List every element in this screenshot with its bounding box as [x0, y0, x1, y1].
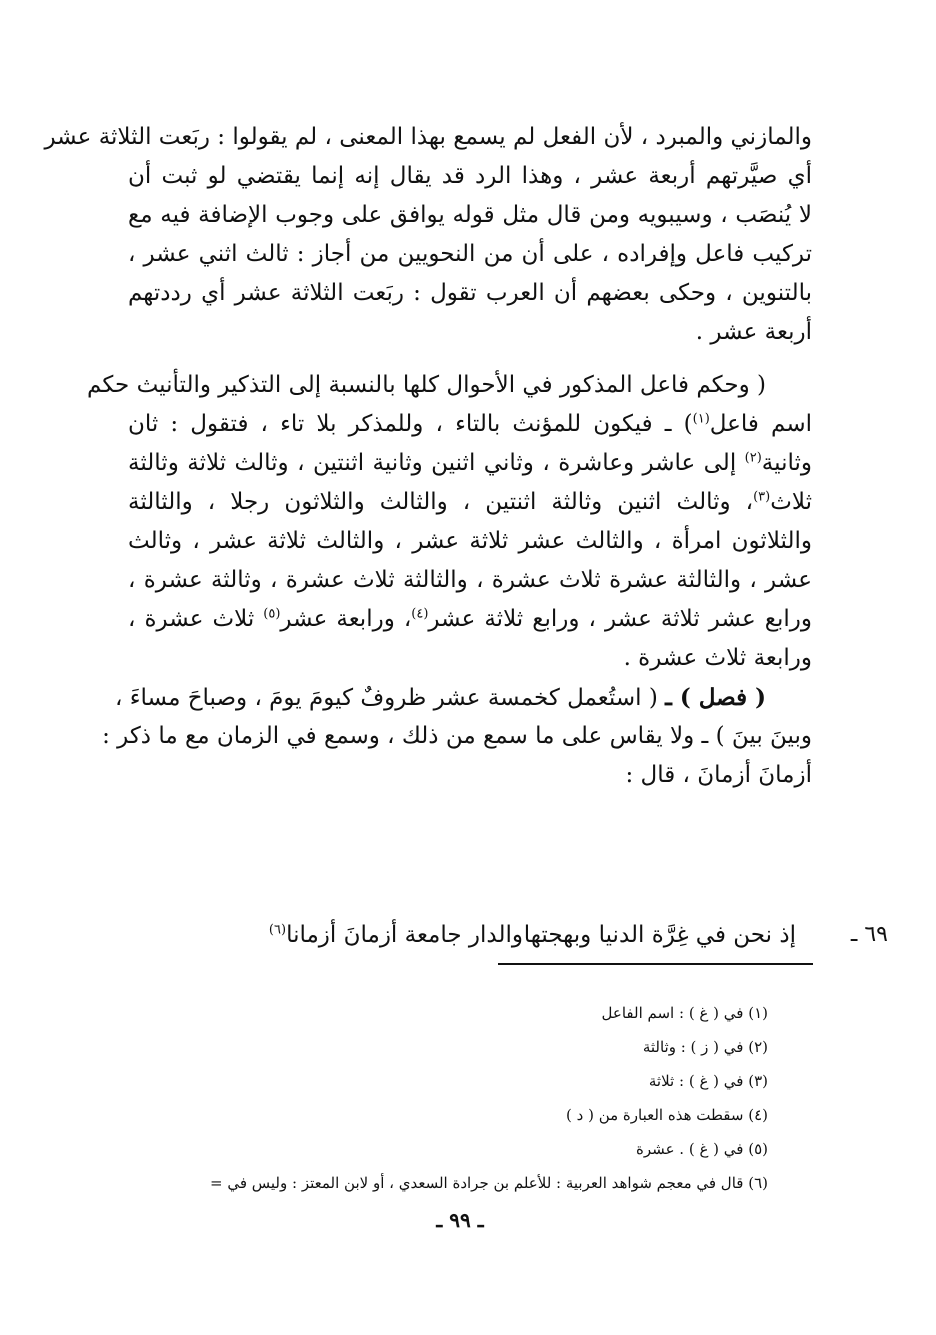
text-line: أزمانَ أزمانَ ، قال :	[625, 762, 812, 788]
text-run: ثلاث	[770, 489, 812, 515]
text-line: تركيب فاعل وإفراده ، على أن من النحويين من أجاز : ثالث اثني عشر ،	[128, 241, 812, 267]
footnotes	[100, 996, 768, 1200]
footnote-ref[interactable]: (٦)	[268, 922, 287, 938]
text-line: والمازني والمبرد ، لأن الفعل لم يسمع بهذا المعنى ، لم يقولوا : ربَعت الثلاثة عشر	[44, 124, 812, 150]
text-line	[128, 444, 812, 483]
footnote-ref[interactable]: (٤)	[411, 606, 429, 622]
text-line: أي صيَّرتهم أربعة عشر ، وهذا الرد قد يقال إنه إنما يقتضي لو ثبت أن	[128, 163, 812, 189]
footnote-ref[interactable]: (٥)	[263, 606, 281, 622]
text-line	[115, 678, 812, 717]
footnote-ref[interactable]: (٣)	[753, 489, 771, 505]
footnote-item: (١) في ( غ ) : اسم الفاعل	[601, 1004, 768, 1022]
text-run: إلى عاشر وعاشرة ، وثاني اثنين وثانية اثنتين ، وثالث ثلاثة وثالثة	[128, 450, 745, 476]
text-run: ثلاث عشرة ،	[128, 606, 264, 632]
text-line: والثلاثون امرأة ، والثالث عشر ثلاثة عشر ، والثالث ثلاثة عشر ، وثالث	[128, 528, 812, 554]
footnote-ref[interactable]: (٢)	[744, 450, 762, 466]
text-run: والدار جامعة أزمانَ أزمانا	[286, 922, 523, 948]
first-hemistich: إذ نحن في غِرَّة الدنيا وبهجتها	[523, 922, 796, 948]
text-run: ، ورابعة عشر	[280, 606, 412, 632]
text-line: ورابعة ثلاث عشرة .	[623, 645, 812, 671]
text-line: بالتنوين ، وحكى بعضهم أن العرب تقول : ربَعت الثلاثة عشر أي رددتهم	[128, 280, 812, 306]
footnote-ref[interactable]: (١)	[692, 411, 710, 427]
main-text	[44, 118, 812, 795]
footnote-item: (٦) قال في معجم شواهد العربية : للأعلم بن جرادة السعدي ، أو لابن المعتز : وليس في =	[209, 1174, 768, 1192]
paragraph-gap	[128, 352, 812, 366]
text-run: اسم فاعل	[709, 411, 812, 437]
footnote-item: (٥) في ( غ ) . عشرة	[636, 1140, 768, 1158]
second-hemistich	[269, 922, 523, 948]
text-line: عشر ، والثالثة عشرة ثلاث عشرة ، والثالثة ثلاث عشرة ، وثالثة عشرة ،	[128, 567, 812, 593]
text-line	[128, 405, 812, 444]
text-line	[128, 600, 812, 639]
footnote-separator	[498, 963, 813, 965]
text-run: وثانية	[761, 450, 812, 476]
page-number: ـ ٩٩ ـ	[436, 1208, 484, 1232]
section-heading: ( فصل ) ـ	[665, 684, 766, 711]
text-run: ورابع عشر ثلاثة عشر ، ورابع ثلاثة عشر	[428, 606, 812, 632]
footnote-item: (٤) سقطت هذه العبارة من ( د )	[566, 1106, 768, 1124]
text-line	[128, 483, 812, 522]
text-run: ( استُعمل كخمسة عشر ظروفٌ كيومَ يومَ ، وصباحَ مساءَ ،	[115, 685, 666, 711]
text-run: ) ـ فيكون للمؤنث بالتاء ، وللمذكر بلا تاء ، فتقول : ثان	[128, 411, 693, 437]
verse-number: ٦٩ ـ	[850, 922, 888, 947]
footnote-item: (٣) في ( غ ) : ثلاثة	[648, 1072, 768, 1090]
text-line: أربعة عشر .	[695, 319, 812, 345]
text-line: ( وحكم فاعل المذكور في الأحوال كلها بالنسبة إلى التذكير والتأنيث حكم	[87, 372, 766, 398]
text-run: ، وثالث اثنين وثالثة اثنتين ، والثالث والثلاثون رجلا ، والثالثة	[128, 489, 754, 515]
footnote-item: (٢) في ( ز ) : وثالثة	[642, 1038, 768, 1056]
text-line: لا يُنصَب ، وسيبويه ومن قال مثل قوله يوافق على وجوب الإضافة فيه مع	[128, 202, 812, 228]
text-line: وبينَ بينَ ) ـ ولا يقاس على ما سمع من ذلك ، وسمع في الزمان مع ما ذكر :	[102, 723, 812, 749]
poetry-verse	[128, 916, 888, 962]
